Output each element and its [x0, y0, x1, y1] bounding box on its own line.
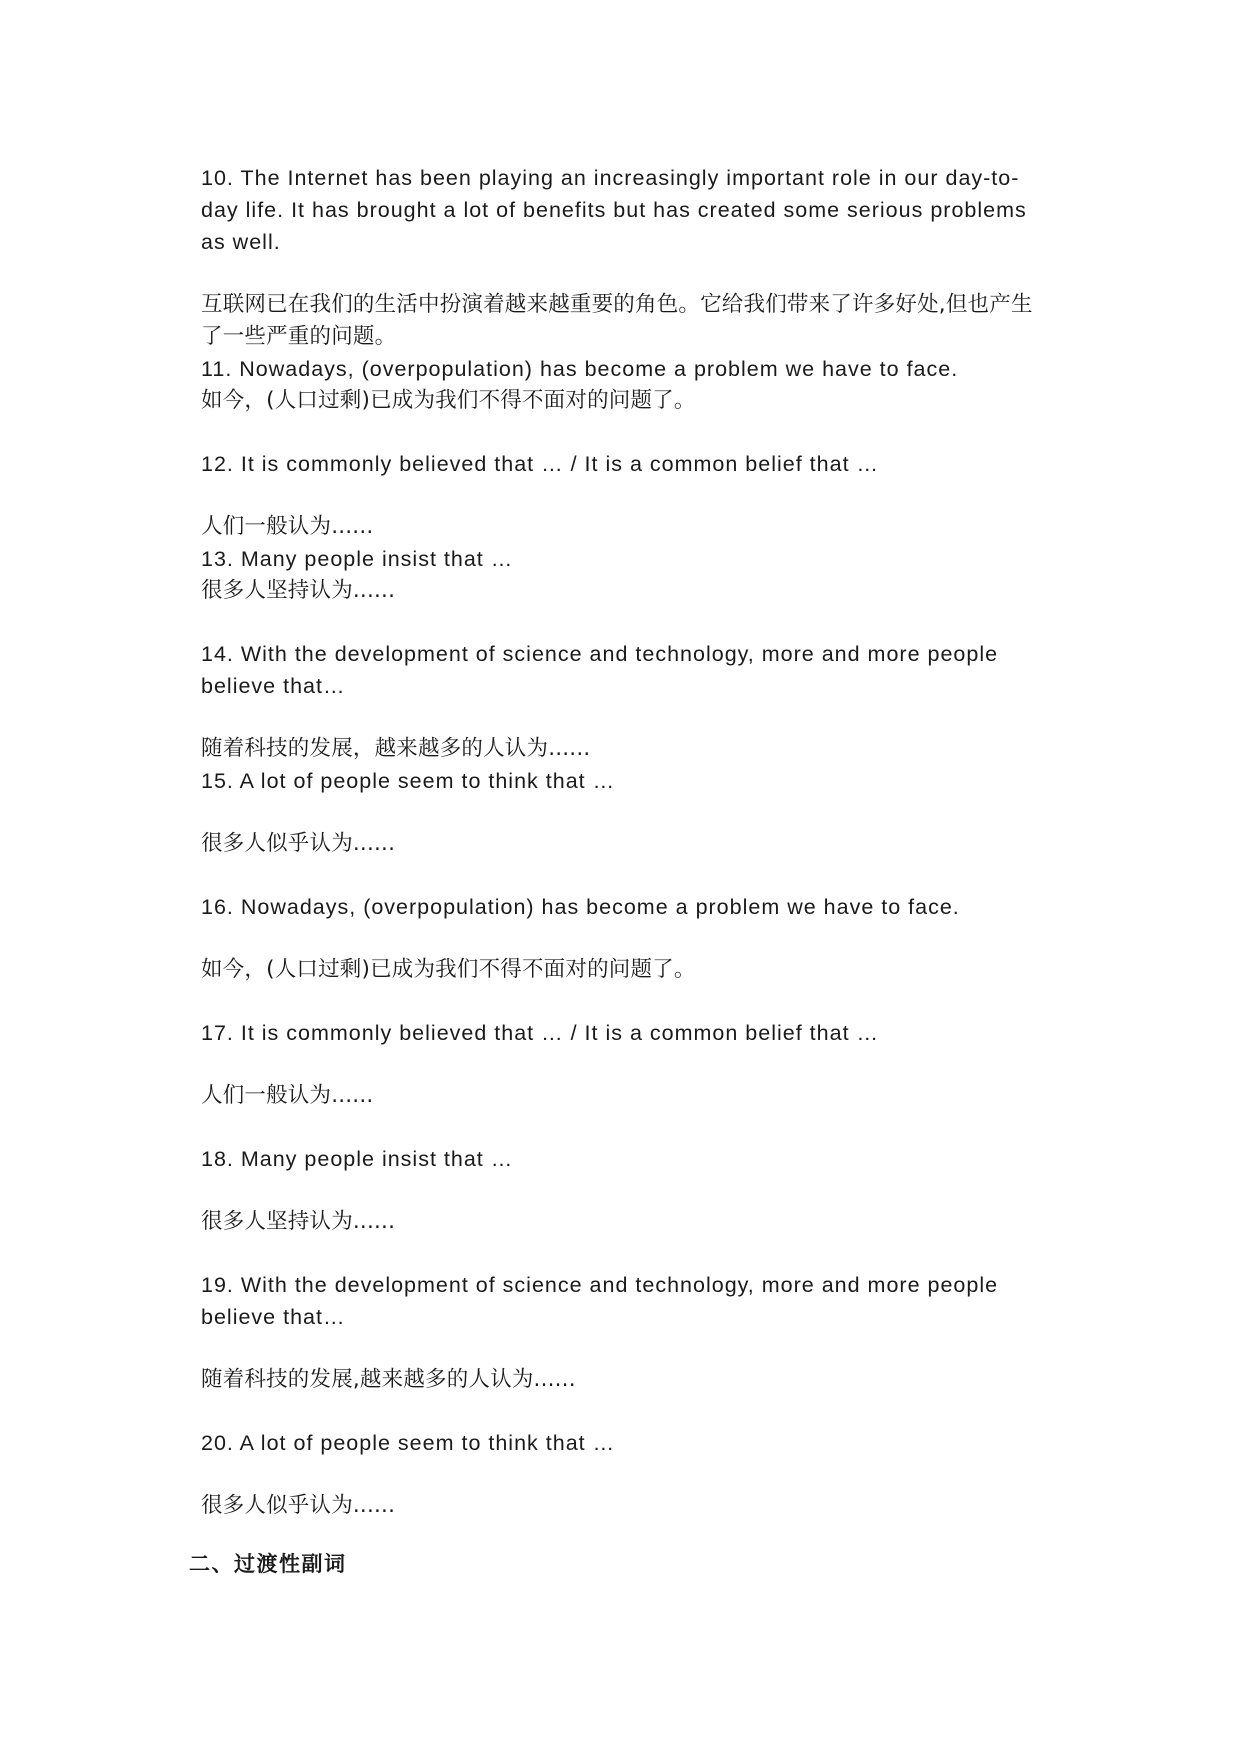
item-13-english: 13. Many people insist that … — [201, 547, 514, 571]
phrase-list — [201, 162, 1041, 1522]
item-16-chinese: 如今，(人口过剩)已成为我们不得不面对的问题了。 — [201, 957, 696, 982]
item-19-chinese: 随着科技的发展,越来越多的人认为...... — [201, 1367, 576, 1392]
item-12-chinese: 人们一般认为...... — [201, 514, 374, 539]
item-14-english: 14. With the development of science and technology, more and more people believe that… — [201, 642, 1006, 698]
item-15-english: 15. A lot of people seem to think that … — [201, 769, 616, 793]
item-12-english: 12. It is commonly believed that … / It is a common belief that … — [201, 452, 880, 476]
item-10-chinese: 互联网已在我们的生活中扮演着越来越重要的角色。它给我们带来了许多好处,但也产生了一些严重的问题。 — [201, 292, 1033, 349]
item-13-chinese: 很多人坚持认为...... — [201, 578, 396, 603]
item-10-english: 10. The Internet has been playing an increasingly important role in our day-to-day life. It has brought a lot of benefits but has created some serious problems as well. — [201, 166, 1034, 254]
item-18-english: 18. Many people insist that … — [201, 1147, 514, 1171]
item-17-english: 17. It is commonly believed that … / It is a common belief that … — [201, 1021, 880, 1045]
item-19-english: 19. With the development of science and technology, more and more people believe that… — [201, 1273, 1006, 1329]
item-14-chinese: 随着科技的发展，越来越多的人认为...... — [201, 736, 591, 761]
item-11-chinese: 如今，(人口过剩)已成为我们不得不面对的问题了。 — [201, 388, 696, 413]
section-heading: 二、过渡性副词 — [189, 1552, 347, 1576]
item-20-chinese: 很多人似乎认为...... — [201, 1493, 396, 1518]
item-18-chinese: 很多人坚持认为...... — [201, 1209, 396, 1234]
item-15-chinese: 很多人似乎认为...... — [201, 831, 396, 856]
item-11-english: 11. Nowadays, (overpopulation) has become a problem we have to face. — [201, 357, 959, 381]
item-16-english: 16. Nowadays, (overpopulation) has become a problem we have to face. — [201, 895, 960, 919]
item-17-chinese: 人们一般认为...... — [201, 1083, 374, 1108]
item-20-english: 20. A lot of people seem to think that … — [201, 1431, 616, 1455]
